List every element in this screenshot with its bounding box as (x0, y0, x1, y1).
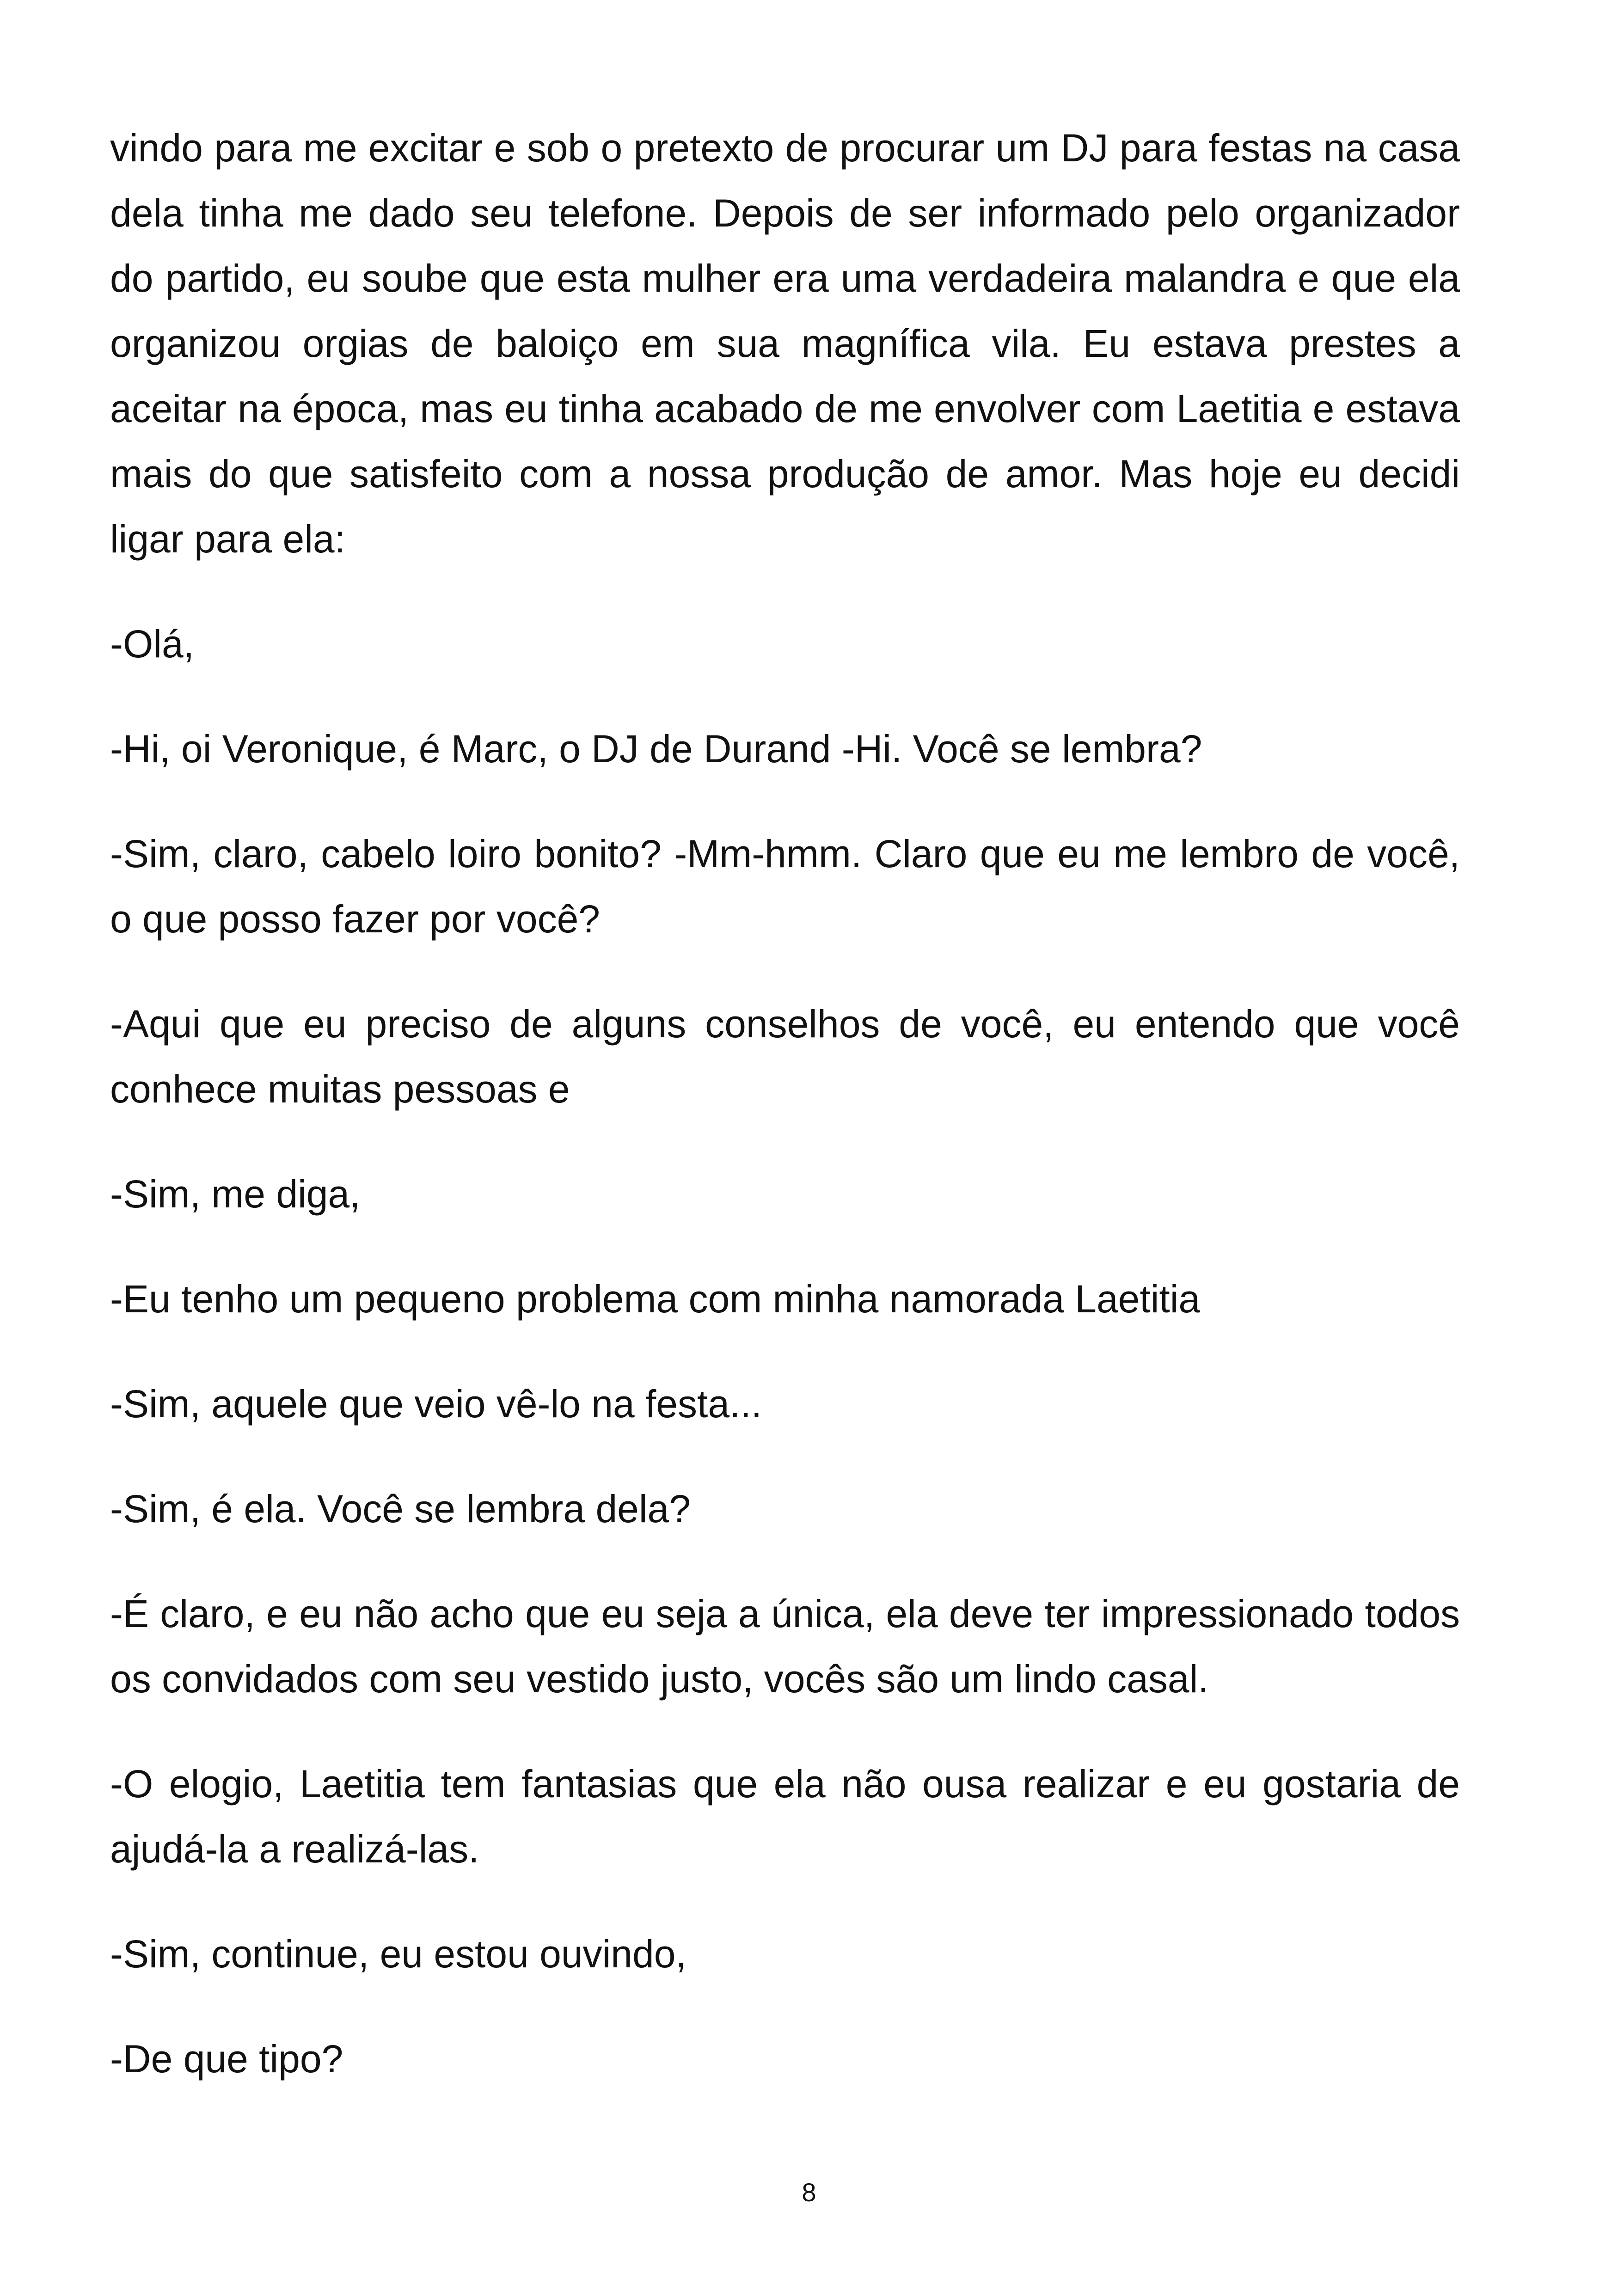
paragraph-2: -Olá, (110, 622, 195, 666)
paragraph-3: -Hi, oi Veronique, é Marc, o DJ de Durand -Hi. Você se lembra? (110, 727, 1202, 771)
paragraph-11: -O elogio, Laetitia tem fantasias que ela não ousa realizar e eu gostaria de ajudá-la a realizá-las. (110, 1762, 1460, 1871)
paragraph-12: -Sim, continue, eu estou ouvindo, (110, 1932, 686, 1976)
paragraph-9: -Sim, é ela. Você se lembra dela? (110, 1487, 691, 1531)
body-text (110, 116, 1460, 2092)
paragraph-5: -Aqui que eu preciso de alguns conselhos de você, eu entendo que você conhece muitas pessoas e (110, 1002, 1460, 1111)
paragraph-7: -Eu tenho um pequeno problema com minha namorada Laetitia (110, 1277, 1201, 1321)
paragraph-6: -Sim, me diga, (110, 1172, 361, 1216)
paragraph-1: vindo para me excitar e sob o pretexto de procurar um DJ para festas na casa dela tinha me dado seu telefone. Depois de ser informado pelo organizador do partido, eu soube que esta mulher era uma verdadeira malandra e que ela organizou orgias de baloiço em sua magnífica vila. Eu estava prestes a aceitar na época, mas eu tinha acabado de me envolver com Laetitia e estava mais do que satisfeito com a nossa produção de amor. Mas hoje eu decidi ligar para ela: (110, 126, 1460, 561)
paragraph-4: -Sim, claro, cabelo loiro bonito? -Mm-hmm. Claro que eu me lembro de você, o que posso fazer por você? (110, 832, 1460, 941)
page-number: 8 (802, 2178, 816, 2207)
paragraph-13: -De que tipo? (110, 2037, 343, 2081)
paragraph-10: -É claro, e eu não acho que eu seja a única, ela deve ter impressionado todos os convidados com seu vestido justo, vocês são um lindo casal. (110, 1592, 1460, 1701)
paragraph-8: -Sim, aquele que veio vê-lo na festa... (110, 1382, 762, 1426)
